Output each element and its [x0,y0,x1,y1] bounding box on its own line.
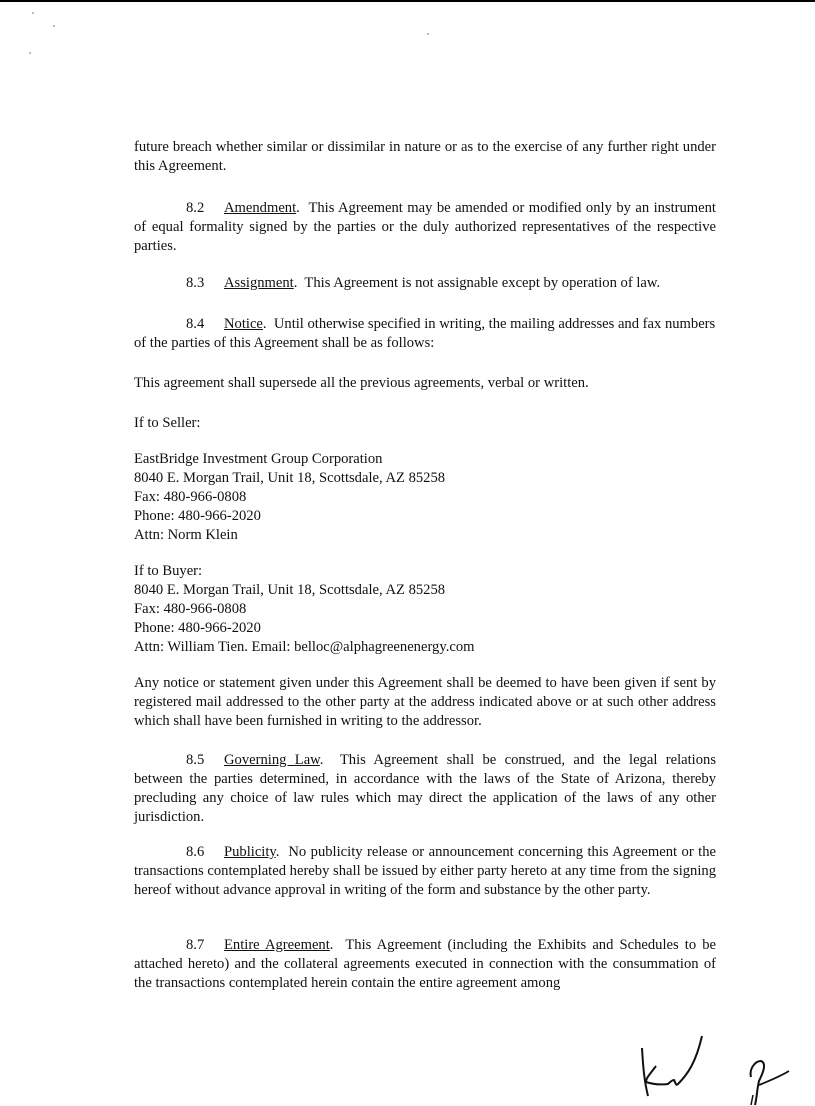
section-title: Publicity [224,844,276,860]
section-8-3: 8.3 Assignment. This Agreement is not assignable except by operation of law. [186,275,661,291]
scan-speck [427,33,429,35]
section-title: Amendment [224,200,297,216]
notice-delivery-paragraph: Any notice or statement given under this Agreement shall be deemed to have been given if sent by registered mail addressed to the other party at the address indicated above or at such other address which shall have been furnished in writing to the addressor. [134,675,716,729]
seller-attn: Attn: Norm Klein [134,527,238,543]
seller-heading: If to Seller: [134,415,201,431]
buyer-heading: If to Buyer: [134,563,203,579]
section-body: No publicity release or announcement concerning this Agreement or the transactions contemplated hereby shall be issued by either party hereto at any time from the signing hereof without advance approval in writing of the form and substance by the other party. [134,844,716,898]
supersede-note: This agreement shall supersede all the previous agreements, verbal or written. [134,375,589,391]
section-title: Assignment [224,275,294,291]
signature-stroke [646,1036,702,1085]
section-body: This Agreement is not assignable except by operation of law. [304,275,661,291]
section-8-5: 8.5 Governing Law. This Agreement shall be construed, and the legal relations between the parties determined, in accordance with the laws of the State of Arizona, thereby precluding any choice of law rules which may direct the application of the laws of any other jurisdiction. [134,752,716,825]
seller-fax: Fax: 480-966-0808 [134,489,247,505]
seller-address-block [134,450,716,545]
seller-phone: Phone: 480-966-2020 [134,508,261,524]
initials-signature-1 [630,1030,720,1106]
section-number: 8.3 [186,275,205,291]
section-8-7: 8.7 Entire Agreement. This Agreement (including the Exhibits and Schedules to be attached hereto) and the collateral agreements executed in connection with the consummation of the transactions contemplated herein contain the entire agreement among [134,937,716,991]
seller-company: EastBridge Investment Group Corporation [134,451,383,467]
section-title: Notice [224,316,263,332]
section-number: 8.7 [186,937,205,953]
continuation-paragraph: future breach whether similar or dissimilar in nature or as to the exercise of any further right under this Agreement. [134,139,716,174]
buyer-attn-email: Attn: William Tien. Email: belloc@alphagreenenergy.com [134,639,475,655]
buyer-address: 8040 E. Morgan Trail, Unit 18, Scottsdale, AZ 85258 [134,582,446,598]
scan-speck [53,25,55,27]
section-8-4: 8.4 Notice. Until otherwise specified in writing, the mailing addresses and fax numbers of the parties of this Agreement shall be as follows: [134,316,716,351]
section-title: Entire Agreement [224,937,330,953]
scan-speck [32,12,34,14]
signature-stroke [642,1048,648,1096]
section-number: 8.5 [186,752,205,768]
section-number: 8.6 [186,844,205,860]
section-title: Governing Law [224,752,320,768]
section-8-6: 8.6 Publicity. No publicity release or announcement concerning this Agreement or the transactions contemplated hereby shall be issued by either party hereto at any time from the signing hereof without advance approval in writing of the form and substance by the other party. [134,844,716,898]
section-number: 8.2 [186,200,205,216]
section-body: This Agreement (including the Exhibits and Schedules to be attached hereto) and the collateral agreements executed in connection with the consummation of the transactions contemplated herein contain the entire agreement among [134,937,716,991]
buyer-phone: Phone: 480-966-2020 [134,620,261,636]
section-body: Until otherwise specified in writing, the mailing addresses and fax numbers of the parties of this Agreement shall be as follows: [134,316,716,351]
section-body: This Agreement may be amended or modified only by an instrument of equal formality signed by the parties or the duly authorized representatives of the respective parties. [134,200,716,254]
signature-stroke [751,1095,753,1105]
scan-top-border [0,0,815,2]
buyer-address-block [134,562,716,657]
scan-speck [29,52,31,54]
section-body: This Agreement shall be construed, and the legal relations between the parties determined, in accordance with the laws of the State of Arizona, thereby precluding any choice of law rules which may direct the application of the laws of any other jurisdiction. [134,752,716,825]
initials-signature-2 [745,1055,815,1106]
section-8-2: 8.2 Amendment. This Agreement may be amended or modified only by an instrument of equal formality signed by the parties or the duly authorized representatives of the respective parties. [134,200,716,254]
seller-address: 8040 E. Morgan Trail, Unit 18, Scottsdale, AZ 85258 [134,470,446,486]
section-number: 8.4 [186,316,205,332]
buyer-fax: Fax: 480-966-0808 [134,601,247,617]
